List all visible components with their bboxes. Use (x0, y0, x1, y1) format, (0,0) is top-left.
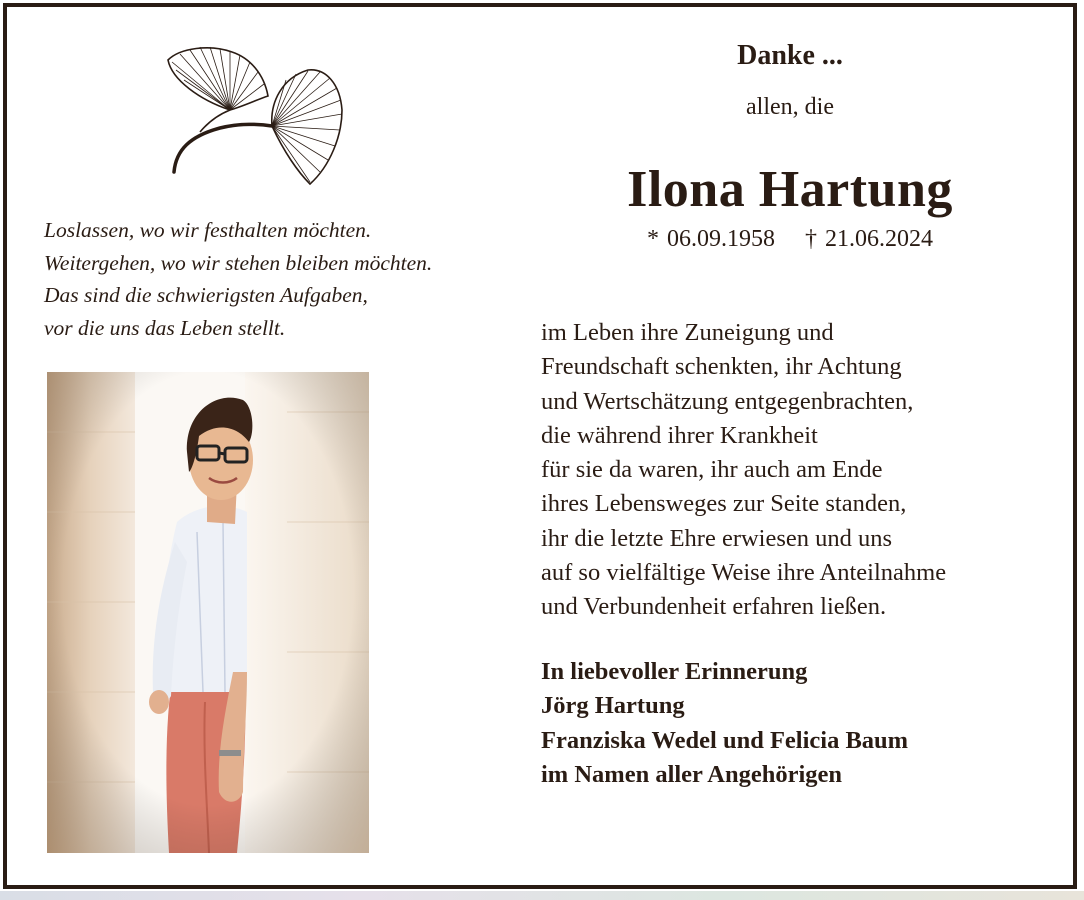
text-line: für sie da waren, ihr auch am Ende (541, 456, 883, 484)
text-line: und Verbundenheit erfahren ließen. (541, 593, 887, 621)
text-line: ihres Lebensweges zur Seite standen, (541, 490, 907, 518)
signature-line: Franziska Wedel und Felicia Baum (541, 726, 909, 754)
poem-line: Das sind die schwierigsten Aufgaben, (44, 283, 368, 307)
poem-line: Weitergehen, wo wir stehen bleiben möchten. (44, 250, 433, 275)
signature-block (541, 655, 1041, 792)
text-line: ihr die letzte Ehre erwiesen und uns (541, 524, 893, 552)
birth-date: * 06.09.1958 (647, 226, 775, 252)
text-line: die während ihrer Krankheit (541, 421, 818, 449)
text-line: auf so vielfältige Weise ihre Anteilnahme (541, 559, 947, 587)
signature-line: im Namen aller Angehörigen (541, 760, 843, 788)
poem-line: Loslassen, wo wir festhalten möchten. (44, 218, 372, 242)
death-date: † 21.06.2024 (805, 226, 933, 252)
poem-line: vor die uns das Leben stellt. (44, 315, 286, 340)
page-edge-strip (0, 891, 1084, 900)
ginkgo-leaf-icon (160, 40, 350, 190)
poem (44, 214, 534, 344)
deceased-name: Ilona Hartung (627, 161, 953, 218)
life-dates (560, 226, 1020, 253)
portrait-photo (47, 372, 369, 853)
text-line: Freundschaft schenkten, ihr Achtung (541, 353, 902, 381)
signature-line: In liebevoller Erinnerung (541, 658, 808, 685)
thanks-intro: allen, die (746, 94, 834, 120)
thanks-heading: Danke ... (737, 40, 843, 71)
text-line: im Leben ihre Zuneigung und (541, 319, 834, 346)
signature-line: Jörg Hartung (541, 692, 685, 720)
text-line: und Wertschätzung entgegenbrachten, (541, 387, 914, 415)
thanks-text (541, 316, 1041, 625)
